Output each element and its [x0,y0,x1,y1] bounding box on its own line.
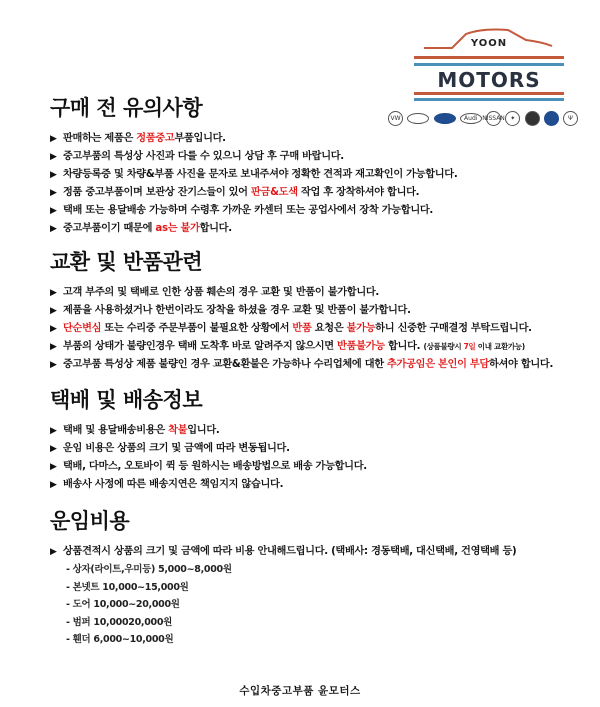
list-item: ▶ 정품 중고부품이며 보관상 잔기스들이 있어 판금&도색 작업 후 장착하셔야 합니다. [50,187,420,198]
list-item: ▶ 상품견적시 상품의 크기 및 금액에 따라 비용 안내해드립니다. (택배사: 경동택배, 대신택배, 건영택배 등) [50,546,517,557]
list-item: ▶ 중고부품 특성상 제품 불량인 경우 교환&환불은 가능하나 수리업체에 대한 추가공임은 본인이 부담하셔야 합니다. [50,359,554,370]
list-item: ▶ 운임 비용은 상품의 크기 및 금액에 따라 변동됩니다. [50,443,290,454]
list-item: ▶ 배송사 사정에 따른 배송지연은 책임지지 않습니다. [50,479,284,490]
maserati-icon: Ψ [563,111,578,126]
list-item: ▶ 차량등록증 및 차량&부품 사진을 문자로 보내주셔야 정확한 견적과 재고확인이 가능합니다. [50,169,458,180]
section-shipping-cost [50,505,590,649]
section-title: 택배 및 배송정보 [50,388,203,412]
cost-item: - 상자(라이트,우미등) 5,000~8,000원 [66,564,232,575]
nissan-icon: NISSAN [486,111,501,126]
cost-item: - 도어 10,000~20,000원 [66,599,180,610]
mercedes-icon: ✦ [505,111,520,126]
list-item: ▶ 중고부품이기 때문에 as는 불가합니다. [50,223,232,234]
section-title: 교환 및 반품관련 [50,250,203,274]
cost-item: - 본넷트 10,000~15,000원 [66,581,189,593]
list-item: ▶ 판매하는 제품은 정품중고부품입니다. [50,133,226,144]
section-title: 구매 전 유의사항 [50,96,203,120]
list-item: ▶ 부품의 상태가 불량인경우 택배 도착후 바로 알려주지 않으시면 반품불가능 합니다. (상품불량시 7일 이내 교환가능) [50,341,525,352]
audi-icon: Audi [460,113,482,124]
list-item: ▶ 택배 및 용달배송비용은 착불입니다. [50,425,220,436]
list-item: ▶ 고객 부주의 및 택배로 인한 상품 훼손의 경우 교환 및 반품이 불가합니다. [50,287,379,298]
list-item: ▶ 택배, 다마스, 오토바이 퀵 등 원하시는 배송방법으로 배송 가능합니다. [50,461,367,472]
logo-top-text: YOON [470,38,508,49]
section-title: 운임비용 [50,509,130,533]
list-item: ▶ 중고부품의 특성상 사진과 다를 수 있으니 상담 후 구매 바랍니다. [50,151,344,162]
cost-item: - 휀더 6,000~10,000원 [66,634,174,645]
yoon-motors-logo [414,8,564,98]
vw-icon: VW [388,111,403,126]
section-before-purchase [50,92,590,238]
list-item: ▶ 단순변심 또는 수리중 주문부품이 불필요한 상황에서 반품 요청은 불가능하니 신중한 구매결정 부탁드립니다. [50,323,532,334]
footer-text: 수입차중고부품 윤모터스 [239,685,361,697]
section-exchange-return [50,246,590,374]
logo-bottom-text: MOTORS [437,68,541,92]
list-item: ▶ 택배 또는 용달배송 가능하며 수령후 가까운 카센터 또는 공업사에서 장착 가능합니다. [50,205,433,216]
list-item: ▶ 제품을 사용하셨거나 한번이라도 장착을 하셨을 경우 교환 및 반품이 불가합니다. [50,305,411,316]
cost-item: - 범퍼 10,00020,000원 [66,616,173,628]
section-shipping-info [50,384,590,494]
